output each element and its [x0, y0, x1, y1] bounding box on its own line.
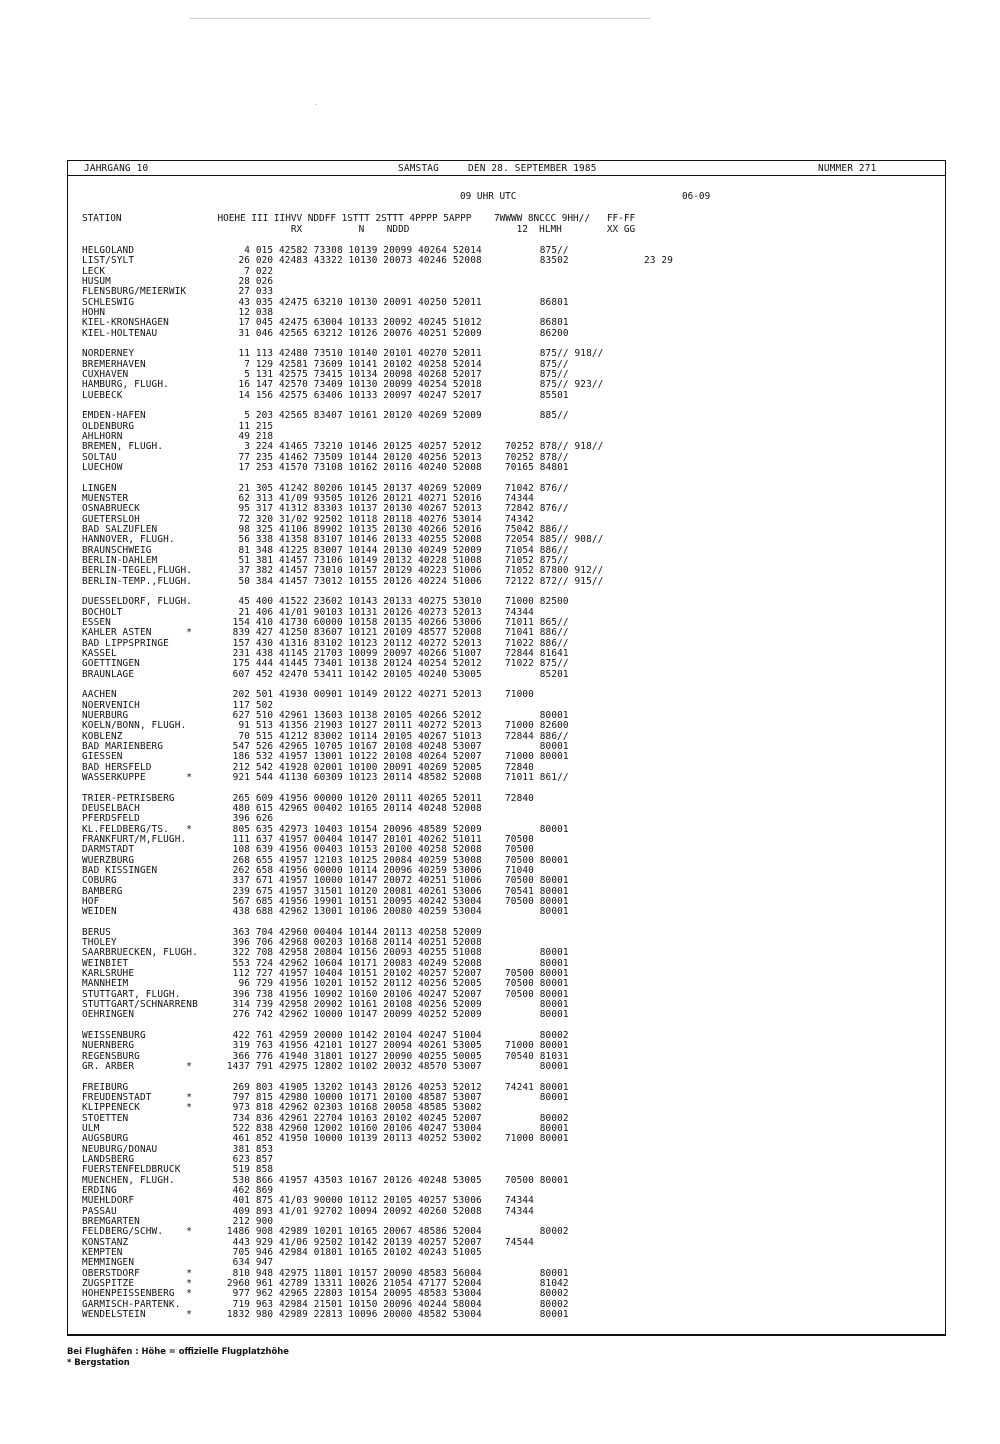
station-row: EMDEN-HAFEN 5 203 42565 83407 10161 20120 40269 52009 885//	[82, 410, 569, 422]
station-row: BAD KISSINGEN 262 658 41956 00000 10114 20096 40259 53006 71040	[82, 864, 534, 876]
station-row: WEINBIET 553 724 42962 10604 10171 20083 40249 52008 80001	[82, 957, 569, 969]
station-row: WUERZBURG 268 655 41957 12103 10125 20084 40259 53008 70500 80001	[82, 854, 569, 866]
station-row: WENDELSTEIN * 1832 980 42989 22813 10096 20000 48582 53004 80001	[82, 1309, 569, 1320]
station-row: BAD HERSFELD 212 542 41928 02001 10100 20091 40269 52005 72840	[82, 761, 534, 773]
station-row: KONSTANZ 443 929 41/06 92502 10142 20139 40257 52007 74544	[82, 1236, 534, 1248]
station-row: KEMPTEN 705 946 42984 01801 10165 20102 40243 51005	[82, 1247, 482, 1258]
station-row: BREMERHAVEN 7 129 42581 73609 10141 20102 40258 52014 875//	[82, 358, 569, 370]
station-row: SAARBRUECKEN, FLUGH. 322 708 42958 20804 10156 20093 40255 51008 80001	[82, 947, 569, 959]
station-row: GOETTINGEN 175 444 41445 73401 10138 20124 40254 52012 71022 875//	[82, 658, 569, 670]
station-row: FREIBURG 269 803 41905 13202 10143 20126 40253 52012 74241 80001	[82, 1081, 569, 1093]
station-row: TRIER-PETRISBERG 265 609 41956 00000 10120 20111 40265 52011 72840	[82, 792, 534, 804]
station-row: GIESSEN 186 532 41957 13001 10122 20108 40264 52007 71000 80001	[82, 751, 569, 763]
station-row: ERDING 462 869	[82, 1185, 274, 1196]
weekday-label: SAMSTAG	[398, 163, 439, 174]
station-row: FLENSBURG/MEIERWIK 27 033	[82, 286, 274, 298]
column-header-row-2: RX N NDDD 12 HLMH XX GG	[82, 224, 636, 235]
scan-streak	[315, 104, 317, 105]
station-row: HELGOLAND 4 015 42582 73308 10139 20099 40264 52014 875//	[82, 245, 569, 256]
footnote-mountain-station: * Bergstation	[67, 1357, 130, 1367]
station-row: KOBLENZ 70 515 41212 83002 10114 20105 40267 51013 72844 886//	[82, 730, 569, 742]
station-row: STOETTEN 734 836 42961 22704 10163 20102 40245 52007 80002	[82, 1112, 569, 1124]
volume-label: JAHRGANG 10	[84, 163, 149, 174]
station-row: KIEL-KRONSHAGEN 17 045 42475 63004 10133 20092 40245 51012 86801	[82, 317, 569, 329]
station-row: STUTTGART, FLUGH. 396 738 41956 10902 10160 20106 40247 52007 70500 80001	[82, 988, 569, 1000]
station-row: BERLIN-TEGEL,FLUGH. 37 382 41457 73010 10157 20129 40223 51006 71052 87800 912//	[82, 565, 604, 577]
station-row: THOLEY 396 706 42968 00203 10168 20114 40251 52008	[82, 937, 482, 949]
station-row: FELDBERG/SCHW. * 1486 908 42989 10201 10165 20067 48586 52004 80002	[82, 1226, 569, 1238]
station-row: MUENSTER 62 313 41/09 93505 10126 20121 40271 52016 74344	[82, 492, 534, 504]
date-label: DEN 28. SEPTEMBER 1985	[468, 163, 597, 174]
station-row: STUTTGART/SCHNARRENB 314 739 42958 20902 10161 20108 40256 52009 80001	[82, 999, 569, 1011]
station-row: NOERVENICH 117 502	[82, 699, 274, 711]
station-row: KARLSRUHE 112 727 41957 10404 10151 20102 40257 52007 70500 80001	[82, 968, 569, 980]
observation-time: 09 UHR UTC	[460, 191, 517, 202]
station-row: BERLIN-DAHLEM 51 381 41457 73106 10149 20132 40228 51008 71052 875//	[82, 554, 569, 566]
station-row: KASSEL 231 438 41145 21703 10099 20097 40266 51007 72844 81641	[82, 647, 569, 659]
station-row: BOCHOLT 21 406 41/01 90103 10131 20126 40273 52013 74344	[82, 606, 534, 618]
station-row: BREMGARTEN 212 900	[82, 1216, 274, 1227]
station-row: MANNHEIM 96 729 41956 10201 10152 20112 40256 52005 70500 80001	[82, 978, 569, 990]
station-row: FREUDENSTADT * 797 815 42980 10000 10171 20100 48587 53007 80001	[82, 1092, 569, 1104]
station-row: BRAUNSCHWEIG 81 348 41225 83007 10144 20130 40249 52009 71054 886//	[82, 544, 569, 556]
station-row: PASSAU 409 893 41/01 92702 10094 20092 40260 52008 74344	[82, 1205, 534, 1217]
station-row: OLDENBURG 11 215	[82, 420, 274, 432]
station-row: COBURG 337 671 41957 10000 10147 20072 40251 51006 70500 80001	[82, 875, 569, 887]
station-row: FUERSTENFELDBRUCK 519 858	[82, 1164, 274, 1176]
header-rule	[68, 175, 945, 176]
station-row: OSNABRUECK 95 317 41312 83303 10137 20130 40267 52013 72842 876//	[82, 503, 569, 515]
station-row: BERUS 363 704 42960 00404 10144 20113 40258 52009	[82, 926, 482, 938]
station-row: GR. ARBER * 1437 791 42975 12802 10102 20032 48570 53007 80001	[82, 1061, 569, 1073]
station-row: HAMBURG, FLUGH. 16 147 42570 73409 10130 20099 40254 52018 875// 923//	[82, 379, 604, 391]
station-row: MEMMINGEN 634 947	[82, 1257, 274, 1269]
scan-streak	[190, 18, 650, 19]
station-row: LANDSBERG 623 857	[82, 1154, 274, 1165]
weather-report-sheet	[67, 160, 946, 1336]
period-label: 06-09	[682, 191, 711, 202]
station-row: KAHLER ASTEN * 839 427 41250 83607 10121 20109 48577 52008 71041 886//	[82, 627, 569, 639]
station-row: ULM 522 838 42960 12002 10160 20106 40247 53004 80001	[82, 1123, 569, 1134]
station-row: BAD MARIENBERG 547 526 42965 10705 10167 20108 40248 53007 80001	[82, 740, 569, 752]
station-row: NUERNBERG 319 763 41956 42101 10127 20094 40261 53005 71000 80001	[82, 1040, 569, 1052]
footnote-airport-height: Bei Flughäfen : Höhe = offizielle Flugplatzhöhe	[67, 1346, 289, 1356]
station-row: SCHLESWIG 43 035 42475 63210 10130 20091 40250 52011 86801	[82, 296, 569, 308]
station-row: BAD LIPPSPRINGE 157 430 41316 83102 10123 20112 40272 52013 71022 886//	[82, 637, 569, 649]
station-row: ZUGSPITZE * 2960 961 42789 13311 10026 21054 47177 52004 81042	[82, 1278, 569, 1289]
station-row: OBERSTDORF * 810 948 42975 11801 10157 20090 48583 56004 80001	[82, 1267, 569, 1279]
station-row: HANNOVER, FLUGH. 56 338 41358 83107 10146 20133 40255 52008 72054 885// 908//	[82, 534, 604, 546]
issue-number: NUMMER 271	[818, 163, 877, 174]
station-row: LUEBECK 14 156 42575 63406 10133 20097 40247 52017 85501	[82, 389, 569, 401]
station-row: CUXHAVEN 5 131 42575 73415 10134 20098 40268 52017 875//	[82, 369, 569, 380]
station-row: HOHN 12 038	[82, 307, 274, 318]
station-row: FRANKFURT/M,FLUGH. 111 637 41957 00404 10147 20101 40262 51011 70500	[82, 833, 534, 845]
station-row: ESSEN 154 410 41730 60000 10158 20135 40266 53006 71011 865//	[82, 616, 569, 628]
station-row: GUETERSLOH 72 320 31/02 92502 10118 20118 40276 53014 74342	[82, 513, 534, 525]
station-row: NORDERNEY 11 113 42480 73510 10140 20101 40270 52011 875// 918//	[82, 348, 604, 360]
station-row: WASSERKUPPE * 921 544 41130 60309 10123 20114 48582 52008 71011 861//	[82, 771, 569, 783]
station-row: LIST/SYLT 26 020 42483 43322 10130 20073 40246 52008 83502 23 29	[82, 255, 674, 267]
station-row: HOHENPEISSENBERG * 977 962 42965 22803 10154 20095 48583 53004 80002	[82, 1288, 569, 1300]
station-row: AUGSBURG 461 852 41950 10000 10139 20113 40252 53002 71000 80001	[82, 1133, 569, 1145]
station-row: DEUSELBACH 480 615 42965 00402 10165 20114 40248 52008	[82, 802, 482, 814]
station-row: DARMSTADT 108 639 41956 00403 10153 20100 40258 52008 70500	[82, 844, 534, 856]
station-row: REGENSBURG 366 776 41940 31801 10127 20090 40255 50005 70540 81031	[82, 1050, 569, 1062]
station-row: DUESSELDORF, FLUGH. 45 400 41522 23602 10143 20133 40275 53010 71000 82500	[82, 596, 569, 608]
station-row: BERLIN-TEMP.,FLUGH. 50 384 41457 73012 10155 20126 40224 51006 72122 872// 915//	[82, 575, 604, 587]
station-row: AACHEN 202 501 41930 00901 10149 20122 40271 52013 71000	[82, 689, 534, 701]
station-row: BRAUNLAGE 607 452 42470 53411 10142 20105 40240 53005 85201	[82, 668, 569, 680]
station-row: HUSUM 28 026	[82, 276, 274, 287]
station-row: KLIPPENECK * 973 818 42962 02303 10168 20058 48585 53002	[82, 1102, 482, 1114]
station-row: OEHRINGEN 276 742 42962 10000 10147 20099 40252 52009 80001	[82, 1009, 569, 1021]
station-row: LECK 7 022	[82, 265, 274, 277]
column-header-row-1: STATION HOEHE III IIHVV NDDFF 1STTT 2STTT 4PPPP 5APPP 7WWWW 8NCCC 9HH// FF-FF	[82, 213, 636, 224]
station-row: LINGEN 21 305 41242 80206 10145 20137 40269 52009 71042 876//	[82, 482, 569, 494]
station-row: WEIDEN 438 688 42962 13001 10106 20080 40259 53004 80001	[82, 906, 569, 918]
station-row: BAD SALZUFLEN 98 325 41106 89902 10135 20130 40266 52016 75042 886//	[82, 523, 569, 535]
station-row: AHLHORN 49 218	[82, 430, 274, 442]
station-row: MUENCHEN, FLUGH. 530 866 41957 43503 10167 20126 40248 53005 70500 80001	[82, 1174, 569, 1186]
station-row: LUECHOW 17 253 41570 73108 10162 20116 40240 52008 70165 84801	[82, 461, 569, 473]
station-row: HOF 567 685 41956 19901 10151 20095 40242 53004 70500 80001	[82, 895, 569, 907]
station-row: BREMEN, FLUGH. 3 224 41465 73210 10146 20125 40257 52012 70252 878// 918//	[82, 441, 604, 453]
station-row: KL.FELDBERG/TS. * 805 635 42973 10403 10154 20096 48589 52009 80001	[82, 823, 569, 835]
station-row: NUERBURG 627 510 42961 13603 10138 20105 40266 52012 80001	[82, 709, 569, 721]
station-row: KIEL-HOLTENAU 31 046 42565 63212 10126 20076 40251 52009 86200	[82, 327, 569, 339]
station-row: BAMBERG 239 675 41957 31501 10120 20081 40261 53006 70541 80001	[82, 885, 569, 897]
station-row: KOELN/BONN, FLUGH. 91 513 41356 21903 10127 20111 40272 52013 71000 82600	[82, 720, 569, 732]
footer-rule	[68, 1334, 945, 1335]
station-row: WEISSENBURG 422 761 42959 20000 10142 20104 40247 51004 80002	[82, 1030, 569, 1042]
station-row: PFERDSFELD 396 626	[82, 813, 274, 825]
station-row: NEUBURG/DONAU 381 853	[82, 1143, 274, 1155]
station-row: MUEHLDORF 401 875 41/03 90000 10112 20105 40257 53006 74344	[82, 1195, 534, 1207]
station-row: GARMISCH-PARTENK. 719 963 42984 21501 10150 20096 40244 58004 80002	[82, 1298, 569, 1310]
station-row: SOLTAU 77 235 41462 73509 10144 20120 40256 52013 70252 878//	[82, 451, 569, 463]
